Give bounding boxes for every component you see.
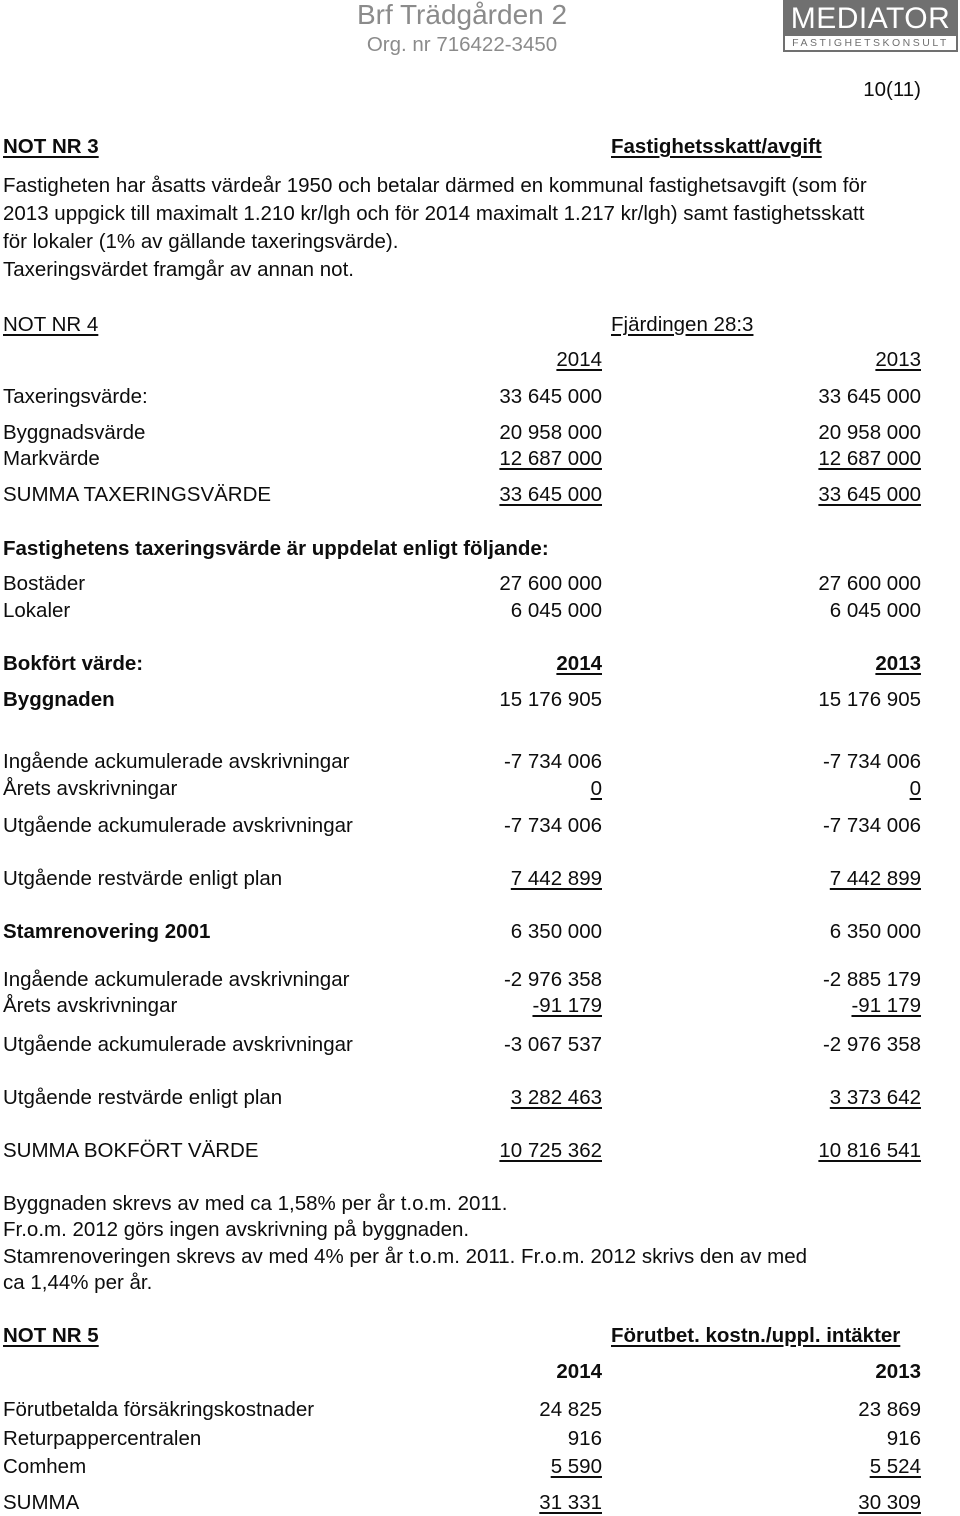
logo-wordmark: MEDIATOR — [785, 0, 956, 36]
text-line: Stamrenoveringen skrevs av med 4% per år t.o.m. 2011. Fr.o.m. 2012 skrivs den av med — [3, 1245, 808, 1268]
depreciation-row — [0, 750, 960, 774]
value-2014: -7 734 006 — [503, 814, 602, 837]
org-number: Org. nr 716422-3450 — [366, 33, 558, 56]
value-2013: 15 176 905 — [818, 688, 921, 711]
note-3-text-line — [0, 230, 960, 254]
row-label: Utgående restvärde enligt plan — [3, 1086, 283, 1109]
row-label: Utgående restvärde enligt plan — [3, 867, 283, 890]
value-2013: -2 885 179 — [822, 968, 921, 991]
note-5-heading — [0, 1324, 960, 1348]
text-line: Byggnaden skrevs av med ca 1,58% per år t.o.m. 2011. — [3, 1192, 508, 1215]
page-number: 10(11) — [863, 78, 921, 101]
value-2013: -2 976 358 — [822, 1033, 921, 1056]
prepaid-row — [0, 1427, 960, 1451]
value-2014: 15 176 905 — [499, 688, 602, 711]
value-2013: 27 600 000 — [818, 572, 921, 595]
value-2013: 20 958 000 — [818, 421, 921, 444]
row-label: Utgående ackumulerade avskrivningar — [3, 1033, 353, 1056]
text-line: Fastigheten har åsatts värdeår 1950 och betalar därmed en kommunal fastighetsavgift (som för — [3, 174, 867, 197]
row-label: Årets avskrivningar — [3, 777, 178, 800]
assessment-row — [0, 421, 960, 445]
value-2014: -3 067 537 — [503, 1033, 602, 1056]
note-4-comment-line — [0, 1245, 960, 1269]
note-3-text-line — [0, 174, 960, 198]
depreciation-row — [0, 814, 960, 838]
year-header-row — [0, 1360, 960, 1384]
association-name: Brf Trädgården 2 — [356, 0, 568, 30]
residual-value-row — [0, 1086, 960, 1110]
year-2014-header: 2014 — [556, 348, 602, 371]
row-label: SUMMA — [3, 1491, 80, 1514]
value-2013: 6 350 000 — [829, 920, 921, 943]
prepaid-row — [0, 1455, 960, 1479]
year-2013-header: 2013 — [875, 652, 921, 675]
residual-value-row — [0, 867, 960, 891]
value-2014: 24 825 — [539, 1398, 602, 1421]
value-2013: -7 734 006 — [822, 750, 921, 773]
value-2013: 916 — [886, 1427, 921, 1450]
assessment-row — [0, 447, 960, 471]
text-line: ca 1,44% per år. — [3, 1271, 153, 1294]
depreciation-row — [0, 994, 960, 1018]
note-5-title: NOT NR 5 — [3, 1324, 99, 1347]
row-label: Byggnadsvärde — [3, 421, 146, 444]
value-2013: 33 645 000 — [818, 385, 921, 408]
value-2013: -91 179 — [851, 994, 921, 1017]
row-label: Stamrenovering 2001 — [3, 920, 211, 943]
value-2014: 5 590 — [550, 1455, 602, 1478]
row-label: Ingående ackumulerade avskrivningar — [3, 968, 350, 991]
year-2013-header: 2013 — [875, 348, 921, 371]
text-line: för lokaler (1% av gällande taxeringsvärde). — [3, 230, 399, 253]
note-4-comment-line — [0, 1271, 960, 1295]
value-2014: 33 645 000 — [499, 483, 602, 506]
value-2014: 0 — [590, 777, 602, 800]
renovation-row — [0, 920, 960, 944]
row-label: Byggnaden — [3, 688, 115, 711]
value-2014: 7 442 899 — [510, 867, 602, 890]
text-line: Fr.o.m. 2012 görs ingen avskrivning på byggnaden. — [3, 1218, 470, 1241]
value-2013: 0 — [909, 777, 921, 800]
book-value-heading-row — [0, 652, 960, 676]
row-label: Taxeringsvärde: — [3, 385, 148, 408]
row-label: Ingående ackumulerade avskrivningar — [3, 750, 350, 773]
value-2014: 6 045 000 — [510, 599, 602, 622]
year-2014-header: 2014 — [556, 652, 602, 675]
split-heading: Fastighetens taxeringsvärde är uppdelat enligt följande: — [3, 537, 549, 560]
value-2013: 3 373 642 — [829, 1086, 921, 1109]
book-value-heading: Bokfört värde: — [3, 652, 144, 675]
text-line: 2013 uppgick till maximalt 1.210 kr/lgh och för 2014 maximalt 1.217 kr/lgh) samt fastighetsskatt — [3, 202, 865, 225]
value-2014: -2 976 358 — [503, 968, 602, 991]
note-5-total-row — [0, 1491, 960, 1515]
note-3-text-line — [0, 258, 960, 282]
note-5-subject: Förutbet. kostn./uppl. intäkter — [611, 1324, 901, 1347]
assessment-row — [0, 385, 960, 409]
value-2013: 12 687 000 — [818, 447, 921, 470]
value-2013: -7 734 006 — [822, 814, 921, 837]
value-2014: 10 725 362 — [499, 1139, 602, 1162]
assessment-total-row — [0, 483, 960, 507]
book-value-total-row — [0, 1139, 960, 1163]
logo-tagline: FASTIGHETSKONSULT — [792, 37, 949, 49]
depreciation-row — [0, 1033, 960, 1057]
row-label: Markvärde — [3, 447, 100, 470]
value-2014: 33 645 000 — [499, 385, 602, 408]
value-2013: 30 309 — [858, 1491, 921, 1514]
value-2014: 27 600 000 — [499, 572, 602, 595]
value-2013: 6 045 000 — [829, 599, 921, 622]
note-4-heading — [0, 313, 960, 337]
value-2014: 12 687 000 — [499, 447, 602, 470]
note-3-text-line — [0, 202, 960, 226]
depreciation-row — [0, 968, 960, 992]
note-4-comment-line — [0, 1192, 960, 1216]
mediator-logo — [783, 0, 958, 52]
value-2014: -7 734 006 — [503, 750, 602, 773]
note-4-property: Fjärdingen 28:3 — [611, 313, 754, 336]
split-row — [0, 572, 960, 596]
note-3-title: NOT NR 3 — [3, 135, 99, 158]
text-line: Taxeringsvärdet framgår av annan not. — [3, 258, 354, 281]
row-label: Förutbetalda försäkringskostnader — [3, 1398, 315, 1421]
value-2014: 20 958 000 — [499, 421, 602, 444]
value-2014: 31 331 — [539, 1491, 602, 1514]
row-label: Bostäder — [3, 572, 86, 595]
row-label: Returpappercentralen — [3, 1427, 202, 1450]
value-2013: 23 869 — [858, 1398, 921, 1421]
value-2014: -91 179 — [532, 994, 602, 1017]
depreciation-row — [0, 777, 960, 801]
year-2013-header: 2013 — [875, 1360, 921, 1383]
row-label: Årets avskrivningar — [3, 994, 178, 1017]
year-header-row — [0, 348, 960, 372]
row-label: Lokaler — [3, 599, 71, 622]
value-2014: 3 282 463 — [510, 1086, 602, 1109]
split-heading-row — [0, 537, 960, 561]
prepaid-row — [0, 1398, 960, 1422]
value-2014: 6 350 000 — [510, 920, 602, 943]
row-label: Comhem — [3, 1455, 87, 1478]
value-2013: 10 816 541 — [818, 1139, 921, 1162]
split-row — [0, 599, 960, 623]
value-2013: 33 645 000 — [818, 483, 921, 506]
row-label: SUMMA TAXERINGSVÄRDE — [3, 483, 272, 506]
note-3-subject: Fastighetsskatt/avgift — [611, 135, 822, 158]
note-4-comment-line — [0, 1218, 960, 1242]
building-row — [0, 688, 960, 712]
row-label: Utgående ackumulerade avskrivningar — [3, 814, 353, 837]
note-4-title: NOT NR 4 — [3, 313, 99, 336]
value-2013: 5 524 — [869, 1455, 921, 1478]
value-2013: 7 442 899 — [829, 867, 921, 890]
note-3-heading — [0, 135, 960, 159]
year-2014-header: 2014 — [556, 1360, 602, 1383]
row-label: SUMMA BOKFÖRT VÄRDE — [3, 1139, 259, 1162]
value-2014: 916 — [567, 1427, 602, 1450]
